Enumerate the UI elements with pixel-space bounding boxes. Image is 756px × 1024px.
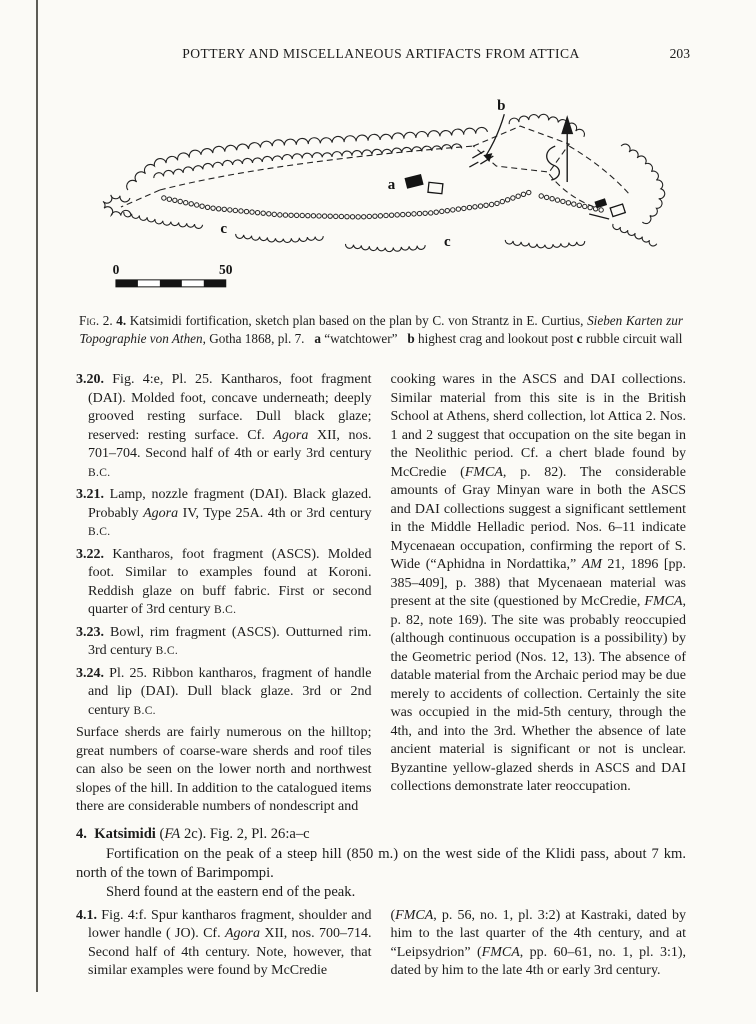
watchtower-solid-rect bbox=[404, 174, 423, 189]
catalog-entry-3-21: 3.21. Lamp, nozzle fragment (DAI). Black glazed. Probably Agora IV, Type 25A. 4th or 3rd century B.C. bbox=[76, 487, 372, 539]
outwork-solid-rect bbox=[594, 198, 607, 208]
paragraph-surface-sherds: Surface sherds are fairly numerous on the hilltop; great numbers of coarse-ware sherds and roof tiles can also be seen on the lower north and northwest slopes of the hill. In addition to the catalogued items there are considerable numbers of nondescript and bbox=[76, 725, 372, 815]
scale-bar bbox=[113, 262, 233, 287]
figure-label-c-right: c bbox=[444, 233, 451, 250]
figure-label-a: a bbox=[387, 177, 396, 194]
catalog-entry-3-23: 3.23. Bowl, rim fragment (ASCS). Outturned rim. 3rd century B.C. bbox=[76, 624, 372, 659]
figure-label-c-left: c bbox=[220, 220, 228, 237]
outwork-open-rect bbox=[610, 204, 625, 217]
section-paragraph-2: Sherd found at the eastern end of the peak. bbox=[106, 883, 356, 900]
section-heading: 4. Katsimidi (FA 2c). Fig. 2, Pl. 26:a–c bbox=[76, 825, 310, 842]
north-arrow bbox=[547, 115, 573, 182]
paragraph-4-1-continuation: (FMCA, p. 56, no. 1, pl. 3:2) at Kastraki, dated by him to the last quarter of the 4th century, and at “Leipsydrion” (FMCA, pp. 60–61, no. 1, pl. 3:1), dated by him to the late 4th or early 3rd century. bbox=[390, 907, 686, 979]
catalog-entry-4-1: 4.1. Fig. 4:f. Spur kantharos fragment, shoulder and lower handle ( JO). Cf. Agora XII, nos. 700–714. Second half of 4th century. Note, however, that similar examples were found by McCredie bbox=[76, 907, 372, 979]
catalog-entry-3-20: 3.20. Fig. 4:e, Pl. 25. Kantharos, foot fragment (DAI). Molded foot, concave underneath; deeply grooved resting surface. Dull black glaze; reserved: resting surface. Cf. Agora XII, nos. 701–704. Second half of 4th or early 3rd century B.C. bbox=[76, 372, 372, 479]
watchtower-open-rect bbox=[428, 182, 443, 193]
scale-label-start: 0 bbox=[112, 261, 120, 277]
page-content bbox=[76, 46, 690, 985]
scale-label-end: 50 bbox=[219, 261, 233, 277]
structures bbox=[404, 114, 625, 219]
left-column-bottom bbox=[76, 907, 372, 985]
left-column bbox=[76, 371, 372, 817]
scan-artifact-line bbox=[36, 0, 38, 992]
paragraph-site-discussion: cooking wares in the ASCS and DAI collections. Similar material from this site is in the British School at Athens, sherd collection, lot Attica 2. Nos. 1 and 2 suggest that occupation on the site began in the Neolithic period. Cf. a chert blade found by McCredie (FMCA, p. 82). The considerable amounts of Gray Minyan ware in both the ASCS and DAI collections suggest a significant settlement in the Middle Helladic period. Nos. 6–11 indicate Mycenaean occupation, confirming the report of S. Wide (“Aphidna in Nordattika,” AM 21, 1896 [pp. 385–409], p. 388) that Mycenaean material was present at the site (questioned by McCredie, FMCA, p. 82, note 169). The site was probably reoccupied (although continuous occupation is a possibility) by the Geometric period (Nos. 12, 13). The absence of datable material from the Archaic period may be due merely to accidents of collection. Certainly the site was occupied in the mid-5th century, through the 4th, and into the 3rd. Whether the absence of late ancient material is significant or not is unclear. Byzantine yellow-glazed sherds in ASCS and DAI collections demonstrate later reoccupation. bbox=[390, 372, 686, 795]
two-column-text-bottom bbox=[76, 907, 686, 985]
figure-sketch-plan bbox=[76, 94, 687, 306]
running-head bbox=[76, 46, 690, 62]
running-head-title: POTTERY AND MISCELLANEOUS ARTIFACTS FROM ATTICA bbox=[182, 46, 580, 61]
two-column-text-top bbox=[76, 371, 686, 817]
section-4-katsimidi bbox=[76, 825, 686, 902]
dashed-outlines bbox=[121, 126, 629, 208]
north-arrow-flourish bbox=[547, 146, 560, 180]
right-column bbox=[391, 371, 687, 817]
figure-label-b: b bbox=[497, 98, 506, 115]
right-column-bottom bbox=[391, 907, 687, 985]
section-paragraph-1: Fortification on the peak of a steep hill (850 m.) on the west side of the Klidi pass, about 7 km. north of the town of Barimpompi. bbox=[76, 845, 686, 881]
hachure-contours bbox=[103, 114, 665, 251]
page-number: 203 bbox=[669, 46, 690, 61]
north-arrow-head bbox=[561, 115, 573, 134]
catalog-entry-3-24: 3.24. Pl. 25. Ribbon kantharos, fragment of handle and lip (DAI). Dull black glaze. 3rd or 2nd century B.C. bbox=[76, 665, 372, 718]
figure bbox=[76, 94, 686, 347]
figure-caption: Fig. 2. 4. Katsimidi fortification, sketch plan based on the plan by C. von Strantz in E. Curtius, Sieben Karten zur Topographie von Athen, Gotha 1868, pl. 7. a “watchtower” b highest crag and lookout post c rubble circuit wall bbox=[79, 313, 683, 346]
catalog-entry-3-22: 3.22. Kantharos, foot fragment (ASCS). Molded foot. Similar to examples found at Koroni. Reddish glaze on buff fabric. First or second quarter of 3rd century B.C. bbox=[76, 546, 372, 618]
